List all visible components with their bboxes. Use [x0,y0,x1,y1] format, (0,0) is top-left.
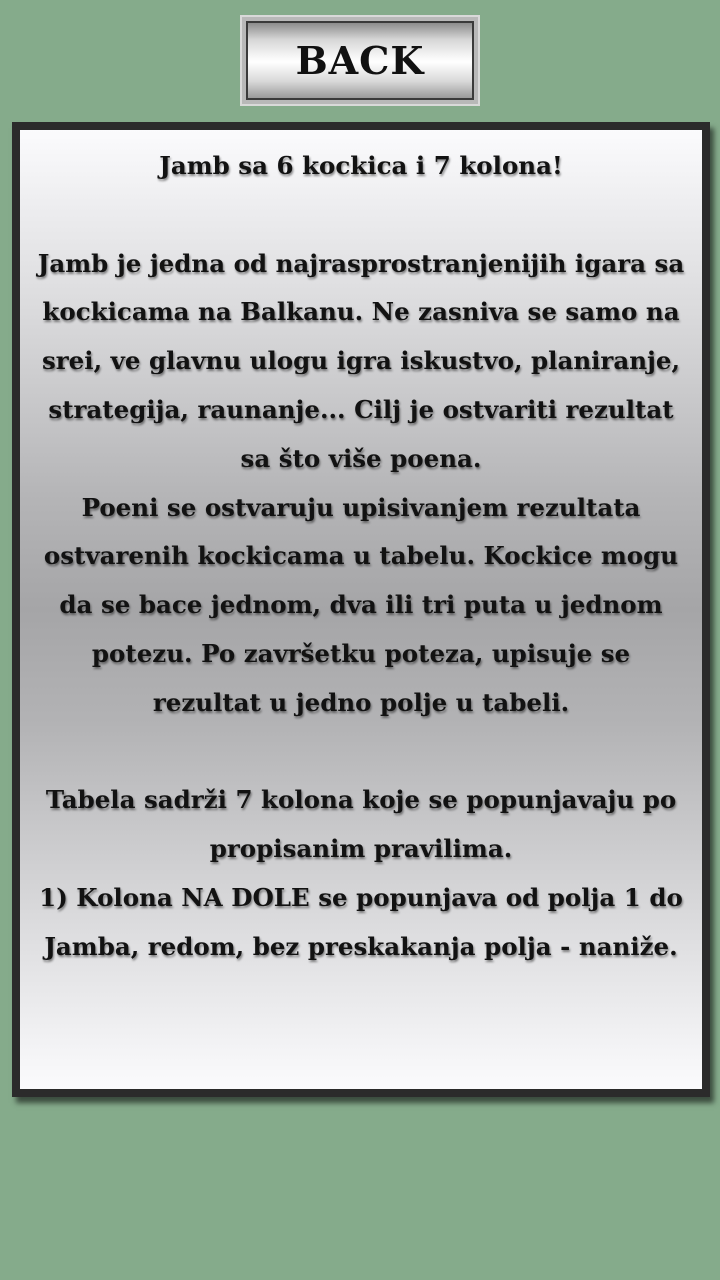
rules-panel[interactable] [12,122,710,1097]
back-button-label: BACK [295,38,425,83]
rules-table: Tabela sadrži 7 kolona koje se popunjavaju po propisanim pravilima. [45,785,677,864]
rules-title: Jamb sa 6 kockica i 7 kolona! [159,151,563,180]
paragraph-spacer [34,191,688,240]
rules-points: Poeni se ostvaruju upisivanjem rezultata ostvarenih kockicama u tabelu. Kockice mogu da se bace jednom, dva ili tri puta u jednom potezu. Po završetku poteza, upisuje se rezultat u jedno polje u tabeli. [43,492,679,717]
back-button[interactable] [240,15,480,106]
rules-text [34,142,688,972]
back-button-face[interactable] [246,21,474,100]
paragraph-spacer [34,728,688,777]
rules-item-1: 1) Kolona NA DOLE se popunjava od polja 1 do Jamba, redom, bez preskakanja polja - naniže. [39,882,683,961]
rules-intro: Jamb je jedna od najrasprostranjenijih igara sa kockicama na Balkanu. Ne zasniva se samo na srei, ve glavnu ulogu igra iskustvo, planiranje, strategija, raunanje... Cilj je ostvariti rezultat sa što više poena. [37,248,685,473]
